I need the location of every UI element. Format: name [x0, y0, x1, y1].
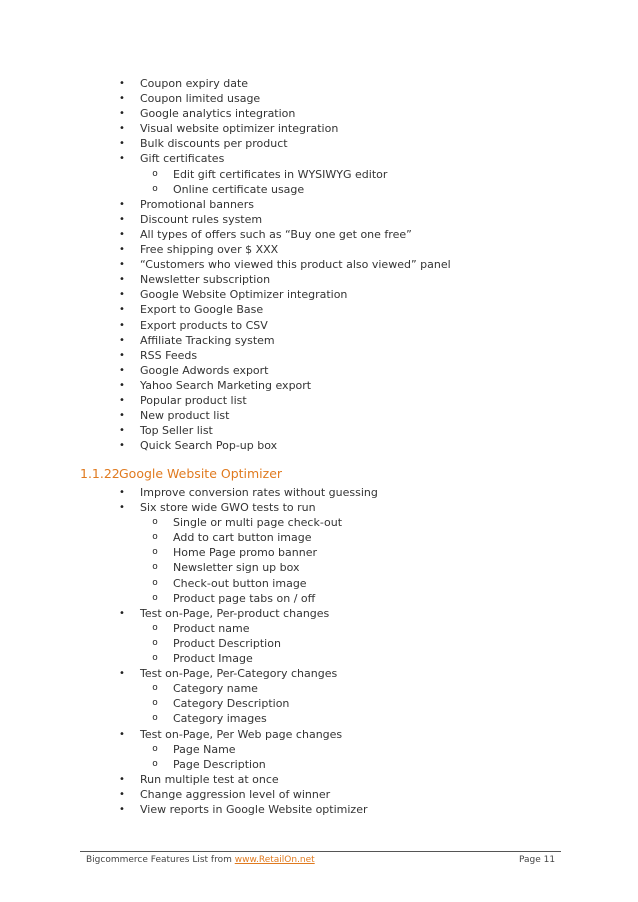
bullet-icon: • [119, 788, 125, 800]
section-feature-list [0, 485, 638, 817]
list-item-text: Product Image [173, 652, 253, 666]
bullet-icon: • [119, 394, 125, 406]
list-item [0, 485, 638, 500]
list-item [0, 787, 638, 802]
list-item [0, 333, 638, 348]
footer-link[interactable]: www.RetailOn.net [234, 855, 315, 865]
section-number: 1.1.22 [80, 466, 120, 481]
sub-bullet-icon: o [152, 562, 158, 573]
list-item-text: Home Page promo banner [173, 546, 317, 560]
sub-bullet-icon: o [152, 532, 158, 543]
list-item-text: Coupon limited usage [140, 92, 261, 106]
list-item [0, 500, 638, 515]
list-item-text: Product page tabs on / off [173, 591, 316, 605]
list-item-text: Category name [173, 682, 258, 696]
list-item-text: Export products to CSV [140, 318, 268, 332]
list-item-text: Top Seller list [140, 424, 213, 438]
list-item-text: Yahoo Search Marketing export [140, 378, 312, 392]
list-item-text: Page Description [173, 757, 266, 771]
list-item [0, 257, 638, 272]
list-item-text: View reports in Google Website optimizer [140, 802, 368, 816]
list-item [0, 727, 638, 742]
sub-bullet-icon: o [152, 743, 158, 754]
list-item-text: Bulk discounts per product [140, 137, 288, 151]
list-item [0, 136, 638, 151]
bullet-icon: • [119, 379, 125, 391]
bullet-icon: • [119, 728, 125, 740]
sub-bullet-icon: o [152, 758, 158, 769]
sub-list-item [0, 636, 638, 651]
sub-bullet-icon: o [152, 183, 158, 194]
section-heading [80, 466, 282, 482]
list-item-text: Newsletter sign up box [173, 561, 300, 575]
list-item [0, 91, 638, 106]
sub-bullet-icon: o [152, 168, 158, 179]
list-item-text: Affiliate Tracking system [140, 333, 275, 347]
sub-list-item [0, 757, 638, 772]
bullet-icon: • [119, 319, 125, 331]
sub-bullet-icon: o [152, 622, 158, 633]
bullet-icon: • [119, 440, 125, 452]
bullet-icon: • [119, 607, 125, 619]
list-item [0, 423, 638, 438]
list-item-text: Promotional banners [140, 197, 254, 211]
list-item [0, 318, 638, 333]
list-item-text: Product name [173, 621, 250, 635]
list-item-text: Category Description [173, 697, 290, 711]
sub-list-item [0, 742, 638, 757]
list-item-text: Change aggression level of winner [140, 787, 331, 801]
bullet-icon: • [119, 304, 125, 316]
sub-bullet-icon: o [152, 637, 158, 648]
bullet-icon: • [119, 93, 125, 105]
list-item-text: Test on-Page, Per Web page changes [140, 727, 343, 741]
list-item-text: Six store wide GWO tests to run [140, 501, 316, 515]
bullet-icon: • [119, 153, 125, 165]
list-item-text: Google analytics integration [140, 107, 296, 121]
footer-source [86, 855, 315, 865]
bullet-icon: • [119, 198, 125, 210]
bullet-icon: • [119, 668, 125, 680]
feature-list [0, 76, 638, 453]
list-item-text: New product list [140, 409, 230, 423]
list-item [0, 151, 638, 166]
bullet-icon: • [119, 349, 125, 361]
list-item [0, 242, 638, 257]
bullet-icon: • [119, 78, 125, 89]
list-item-text: Quick Search Pop-up box [140, 439, 278, 453]
list-item [0, 438, 638, 453]
list-item-text: “Customers who viewed this product also viewed” panel [140, 258, 451, 272]
section-title: Google Website Optimizer [119, 466, 283, 481]
bullet-icon: • [119, 487, 125, 498]
list-item-text: Discount rules system [140, 212, 263, 226]
sub-list-item [0, 560, 638, 575]
list-item [0, 302, 638, 317]
list-item-text: Test on-Page, Per-product changes [140, 606, 330, 620]
list-item-text: RSS Feeds [140, 348, 198, 362]
list-item [0, 393, 638, 408]
sub-bullet-icon: o [152, 713, 158, 724]
bullet-icon: • [119, 274, 125, 286]
sub-list-item [0, 182, 638, 197]
bullet-icon: • [119, 259, 125, 271]
list-item-text: Coupon expiry date [140, 77, 249, 90]
bullet-icon: • [119, 334, 125, 346]
list-item-text: Run multiple test at once [140, 772, 279, 786]
list-item-text: Improve conversion rates without guessing [140, 486, 378, 499]
list-item-text: Google Website Optimizer integration [140, 288, 348, 302]
sub-bullet-icon: o [152, 653, 158, 664]
list-item-text: Check-out button image [173, 576, 307, 590]
list-item-text: Export to Google Base [140, 303, 264, 317]
list-item-text: Gift certificates [140, 152, 225, 166]
bullet-icon: • [119, 803, 125, 815]
bullet-icon: • [119, 425, 125, 437]
list-item [0, 363, 638, 378]
sub-bullet-icon: o [152, 517, 158, 528]
list-item [0, 606, 638, 621]
page-number: Page 11 [519, 855, 556, 865]
sub-list-item [0, 591, 638, 606]
bullet-icon: • [119, 773, 125, 785]
list-item-text: Google Adwords export [140, 363, 269, 377]
list-item-text: Single or multi page check-out [173, 516, 343, 530]
list-item [0, 666, 638, 681]
list-item-text: All types of offers such as “Buy one get one free” [140, 227, 412, 241]
sub-list-item [0, 651, 638, 666]
bullet-icon: • [119, 213, 125, 225]
list-item [0, 106, 638, 121]
list-item [0, 378, 638, 393]
sub-list-item [0, 696, 638, 711]
sub-list-item [0, 621, 638, 636]
sub-list-item [0, 167, 638, 182]
bullet-icon: • [119, 123, 125, 135]
list-item-text: Test on-Page, Per-Category changes [140, 667, 338, 681]
sub-list-item [0, 530, 638, 545]
list-item-text: Online certificate usage [173, 182, 305, 196]
list-item [0, 348, 638, 363]
sub-list-item [0, 681, 638, 696]
list-item [0, 408, 638, 423]
sub-list-item [0, 576, 638, 591]
list-item-text: Visual website optimizer integration [140, 122, 339, 136]
list-item-text: Edit gift certificates in WYSIWYG editor [173, 167, 388, 181]
sub-bullet-icon: o [152, 683, 158, 694]
list-item [0, 76, 638, 91]
list-item [0, 212, 638, 227]
list-item [0, 121, 638, 136]
list-item [0, 287, 638, 302]
bullet-icon: • [119, 364, 125, 376]
bullet-icon: • [119, 228, 125, 240]
sub-bullet-icon: o [152, 698, 158, 709]
footer-divider [80, 851, 561, 852]
sub-bullet-icon: o [152, 577, 158, 588]
list-item-text: Newsletter subscription [140, 273, 271, 287]
list-item-text: Popular product list [140, 393, 247, 407]
bullet-icon: • [119, 502, 125, 514]
sub-list-item [0, 545, 638, 560]
list-item [0, 772, 638, 787]
list-item-text: Add to cart button image [173, 531, 312, 545]
list-item [0, 197, 638, 212]
bullet-icon: • [119, 108, 125, 120]
sub-bullet-icon: o [152, 547, 158, 558]
bullet-icon: • [119, 410, 125, 422]
sub-bullet-icon: o [152, 592, 158, 603]
footer-source-text: Bigcommerce Features List from [86, 855, 235, 865]
bullet-icon: • [119, 138, 125, 150]
sub-list-item [0, 515, 638, 530]
sub-list-item [0, 711, 638, 726]
list-item-text: Page Name [173, 742, 236, 756]
bullet-icon: • [119, 289, 125, 301]
list-item [0, 227, 638, 242]
list-item-text: Category images [173, 712, 267, 726]
bullet-icon: • [119, 244, 125, 256]
list-item-text: Product Description [173, 636, 281, 650]
list-item-text: Free shipping over $ XXX [140, 243, 279, 257]
list-item [0, 802, 638, 817]
list-item [0, 272, 638, 287]
